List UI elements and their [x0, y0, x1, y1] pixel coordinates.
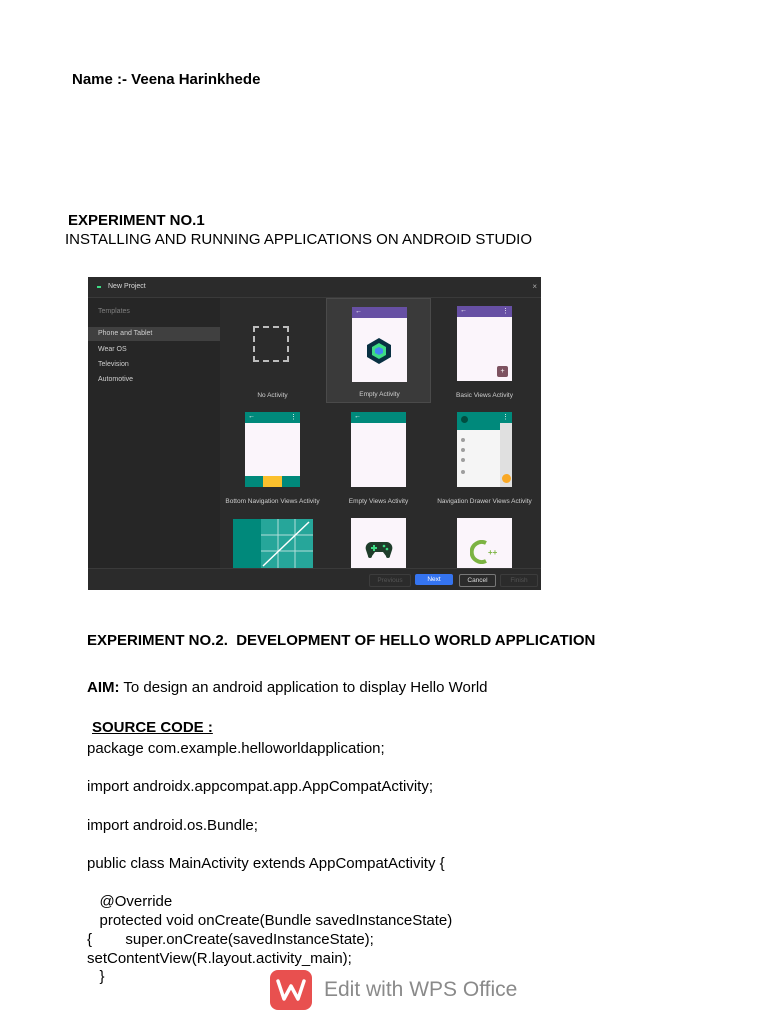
phone-preview: [457, 518, 512, 568]
android-studio-icon: [97, 286, 101, 288]
aim-label: AIM:: [87, 679, 120, 696]
back-arrow-icon: ←: [460, 307, 467, 314]
drawer-item-icon: [461, 438, 465, 442]
template-empty-activity: [326, 298, 431, 403]
template-bottom-navigation-views-activity: [220, 404, 325, 509]
empty-frame-icon: [253, 326, 289, 362]
dialog-titlebar: [88, 277, 541, 298]
drawer-item-icon: [461, 448, 465, 452]
app-bar: [351, 412, 406, 423]
sidebar-item-automotive: Automotive: [98, 376, 134, 383]
template-label: Navigation Drawer Views Activity: [437, 498, 532, 505]
fab-icon: [502, 474, 511, 483]
overflow-menu-icon: ⋮: [502, 308, 509, 315]
code-line: }: [87, 968, 105, 985]
wps-watermark-text: Edit with WPS Office: [324, 978, 518, 1001]
code-line: import androidx.appcompat.app.AppCompatActivity;: [87, 778, 434, 795]
app-bar: [245, 412, 300, 423]
template-basic-views-activity: [432, 298, 537, 403]
code-line: import android.os.Bundle;: [87, 817, 258, 834]
student-name: Name :- Veena Harinkhede: [72, 71, 261, 88]
dialog-footer: [88, 568, 541, 590]
navigation-drawer: [457, 412, 500, 487]
back-arrow-icon: ←: [355, 308, 362, 315]
grid-lines-icon: [261, 519, 313, 568]
template-grid: [220, 298, 541, 568]
fab-icon: +: [497, 366, 508, 377]
sidebar-item-phone-and-tablet: Phone and Tablet: [88, 327, 220, 341]
close-icon: ×: [532, 282, 537, 291]
finish-button: Finish: [500, 574, 538, 587]
template-game-activity: [326, 510, 431, 568]
cpp-logo-icon: [470, 540, 500, 564]
experiment-1-title: EXPERIMENT NO.1: [68, 212, 205, 229]
app-bar: [352, 307, 407, 318]
template-responsive-views-activity: [220, 510, 325, 568]
previous-button: Previous: [369, 574, 411, 587]
source-code-heading: SOURCE CODE :: [92, 719, 213, 736]
back-arrow-icon: ←: [248, 413, 255, 420]
template-no-activity: [220, 298, 325, 403]
phone-preview: [457, 412, 512, 487]
drawer-avatar: [461, 416, 468, 423]
template-label: Basic Views Activity: [456, 392, 513, 399]
sidebar-item-wear-os: Wear OS: [98, 346, 127, 353]
experiment-2-title: EXPERIMENT NO.2. DEVELOPMENT OF HELLO WORLD APPLICATION: [87, 632, 596, 649]
next-button: Next: [415, 574, 453, 585]
code-line: public class MainActivity extends AppCompatActivity {: [87, 855, 445, 872]
template-navigation-drawer-views-activity: [432, 404, 537, 509]
phone-preview: [352, 307, 407, 382]
overflow-menu-icon: ⋮: [502, 414, 509, 421]
sidebar-item-television: Television: [98, 361, 129, 368]
code-line: setContentView(R.layout.activity_main);: [87, 950, 352, 967]
app-bar: [457, 306, 512, 317]
template-native-cpp: [432, 510, 537, 568]
gamepad-icon: [365, 540, 393, 558]
code-line: @Override: [87, 893, 173, 910]
cancel-button: Cancel: [459, 574, 496, 587]
android-studio-new-project-screenshot: [88, 277, 541, 590]
experiment-1-subtitle: INSTALLING AND RUNNING APPLICATIONS ON ANDROID STUDIO: [65, 231, 533, 248]
bottom-navigation-bar: [245, 476, 300, 487]
compose-logo-icon: [366, 337, 392, 365]
phone-preview: [457, 306, 512, 381]
templates-sidebar: [88, 298, 220, 568]
sidebar-header: Templates: [98, 308, 130, 315]
aim-text: To design an android application to display Hello World: [119, 679, 488, 696]
template-empty-views-activity: [326, 404, 431, 509]
wps-logo-icon: [270, 970, 312, 1010]
aim-line: [87, 679, 488, 697]
svg-text:++: ++: [488, 548, 498, 557]
template-label: Empty Views Activity: [348, 498, 409, 505]
grid-preview-sidebar: [233, 519, 261, 568]
phone-preview: [351, 518, 406, 568]
phone-preview: [245, 412, 300, 487]
phone-preview: [351, 412, 406, 487]
dialog-title: New Project: [108, 283, 146, 290]
drawer-item-icon: [461, 458, 465, 462]
grid-preview: [233, 519, 313, 568]
back-arrow-icon: ←: [354, 413, 361, 420]
bottom-nav-selected: [263, 476, 282, 487]
code-line: { super.onCreate(savedInstanceState);: [87, 931, 374, 948]
template-label: No Activity: [257, 392, 288, 399]
code-line: package com.example.helloworldapplication;: [87, 740, 385, 757]
template-label: Bottom Navigation Views Activity: [225, 498, 320, 505]
code-line: protected void onCreate(Bundle savedInstanceState): [87, 912, 453, 929]
overflow-menu-icon: ⋮: [290, 414, 297, 421]
drawer-item-icon: [461, 470, 465, 474]
template-label: Empty Activity: [359, 391, 400, 398]
